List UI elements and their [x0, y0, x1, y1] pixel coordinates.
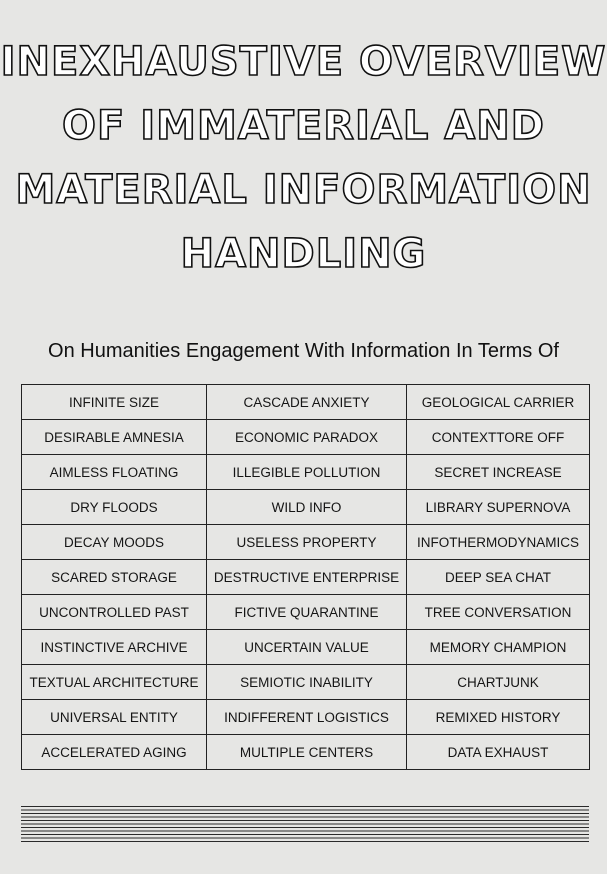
term-cell: UNCERTAIN VALUE	[207, 630, 407, 665]
term-cell: REMIXED HISTORY	[407, 700, 590, 735]
decorative-stripes	[21, 806, 589, 842]
subtitle: On Humanities Engagement With Information In Terms Of	[48, 340, 559, 362]
term-cell: CASCADE ANXIETY	[207, 385, 407, 420]
term-cell: INSTINCTIVE ARCHIVE	[22, 630, 207, 665]
term-cell: ILLEGIBLE POLLUTION	[207, 455, 407, 490]
term-cell: LIBRARY SUPERNOVA	[407, 490, 590, 525]
term-cell: TEXTUAL ARCHITECTURE	[22, 665, 207, 700]
term-cell: DRY FLOODS	[22, 490, 207, 525]
table-row	[22, 385, 590, 420]
term-cell: GEOLOGICAL CARRIER	[407, 385, 590, 420]
table-row	[22, 525, 590, 560]
title-line-1: INEXHAUSTIVE OVERVIEW	[0, 39, 607, 85]
term-cell: MULTIPLE CENTERS	[207, 735, 407, 770]
term-cell: DESIRABLE AMNESIA	[22, 420, 207, 455]
table-row	[22, 700, 590, 735]
table-row	[22, 630, 590, 665]
term-cell: CHARTJUNK	[407, 665, 590, 700]
term-cell: DECAY MOODS	[22, 525, 207, 560]
term-cell: FICTIVE QUARANTINE	[207, 595, 407, 630]
term-cell: DESTRUCTIVE ENTERPRISE	[207, 560, 407, 595]
term-cell: ACCELERATED AGING	[22, 735, 207, 770]
table-row	[22, 560, 590, 595]
term-cell: WILD INFO	[207, 490, 407, 525]
title-line-3: MATERIAL INFORMATION	[15, 167, 592, 213]
term-cell: UNCONTROLLED PAST	[22, 595, 207, 630]
term-cell: TREE CONVERSATION	[407, 595, 590, 630]
term-cell: SECRET INCREASE	[407, 455, 590, 490]
term-cell: AIMLESS FLOATING	[22, 455, 207, 490]
term-cell: ECONOMIC PARADOX	[207, 420, 407, 455]
title-line-4: HANDLING	[180, 231, 427, 277]
term-cell: SCARED STORAGE	[22, 560, 207, 595]
term-cell: MEMORY CHAMPION	[407, 630, 590, 665]
term-cell: DEEP SEA CHAT	[407, 560, 590, 595]
term-cell: INDIFFERENT LOGISTICS	[207, 700, 407, 735]
term-cell: CONTEXTTORE OFF	[407, 420, 590, 455]
term-cell: INFOTHERMODYNAMICS	[407, 525, 590, 560]
table-row	[22, 735, 590, 770]
term-cell: USELESS PROPERTY	[207, 525, 407, 560]
term-cell: DATA EXHAUST	[407, 735, 590, 770]
table-row	[22, 595, 590, 630]
term-cell: UNIVERSAL ENTITY	[22, 700, 207, 735]
title-line-2: OF IMMATERIAL AND	[62, 103, 545, 149]
document-title	[0, 30, 607, 286]
terms-table	[21, 384, 590, 770]
term-cell: INFINITE SIZE	[22, 385, 207, 420]
term-cell: SEMIOTIC INABILITY	[207, 665, 407, 700]
table-row	[22, 665, 590, 700]
table-row	[22, 490, 590, 525]
table-row	[22, 455, 590, 490]
table-row	[22, 420, 590, 455]
